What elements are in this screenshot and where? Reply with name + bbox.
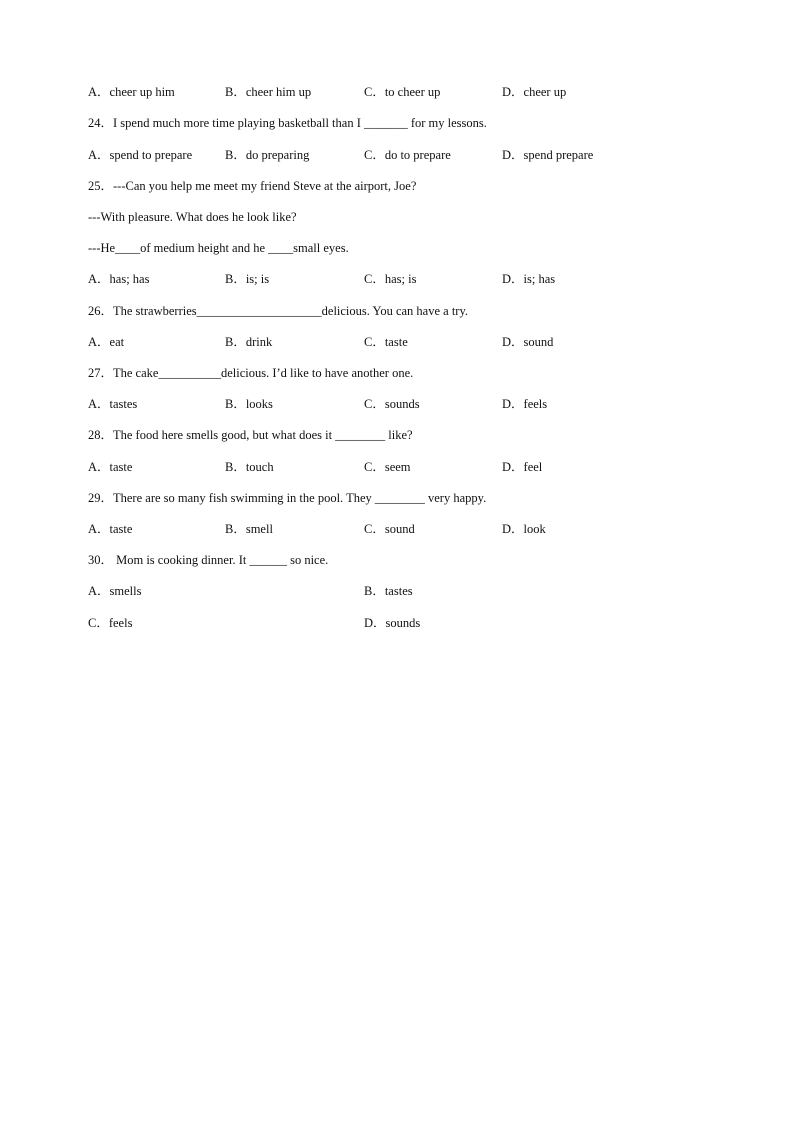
option-b: B．is; is <box>225 272 270 286</box>
question-28-stem: 28．The food here smells good, but what does it ________ like? <box>88 428 413 442</box>
question-27-stem: 27．The cake__________delicious. I’d like to have another one. <box>88 366 414 380</box>
option-d: D．cheer up <box>502 85 567 99</box>
question-24-stem: 24．I spend much more time playing basketball than I _______ for my lessons. <box>88 116 487 130</box>
option-a: A．eat <box>88 335 125 349</box>
option-b: B．tastes <box>364 584 413 598</box>
option-a: A．has; has <box>88 272 150 286</box>
option-c: C．to cheer up <box>364 85 441 99</box>
option-a: A．taste <box>88 522 133 536</box>
option-a: A．spend to prepare <box>88 148 193 162</box>
option-b: B．looks <box>225 397 273 411</box>
option-a: A．cheer up him <box>88 85 175 99</box>
option-d: D．feels <box>502 397 548 411</box>
option-a: A．tastes <box>88 397 138 411</box>
option-d: D．sound <box>502 335 554 349</box>
question-25-dialog-2: ---He____of medium height and he ____small eyes. <box>88 241 349 255</box>
question-25-stem: 25．---Can you help me meet my friend Steve at the airport, Joe? <box>88 179 417 193</box>
option-b: B．drink <box>225 335 273 349</box>
option-c: C．seem <box>364 460 411 474</box>
question-26-stem: 26．The strawberries____________________delicious. You can have a try. <box>88 304 469 318</box>
option-d: D．spend prepare <box>502 148 594 162</box>
option-d: D．feel <box>502 460 543 474</box>
option-c: C．sounds <box>364 397 420 411</box>
option-d: D．look <box>502 522 546 536</box>
option-a: A．taste <box>88 460 133 474</box>
question-30-stem: 30． Mom is cooking dinner. It ______ so nice. <box>88 553 329 567</box>
option-a: A．smells <box>88 584 142 598</box>
option-b: B．cheer him up <box>225 85 312 99</box>
option-b: B．do preparing <box>225 148 310 162</box>
option-d: D．sounds <box>364 616 421 630</box>
question-25-dialog-1: ---With pleasure. What does he look like? <box>88 210 297 224</box>
option-c: C．has; is <box>364 272 417 286</box>
option-b: B．smell <box>225 522 273 536</box>
option-c: C．feels <box>88 616 133 630</box>
question-29-stem: 29．There are so many fish swimming in the pool. They ________ very happy. <box>88 491 487 505</box>
option-d: D．is; has <box>502 272 556 286</box>
option-c: C．taste <box>364 335 408 349</box>
option-c: C．do to prepare <box>364 148 451 162</box>
option-b: B．touch <box>225 460 274 474</box>
option-c: C．sound <box>364 522 415 536</box>
